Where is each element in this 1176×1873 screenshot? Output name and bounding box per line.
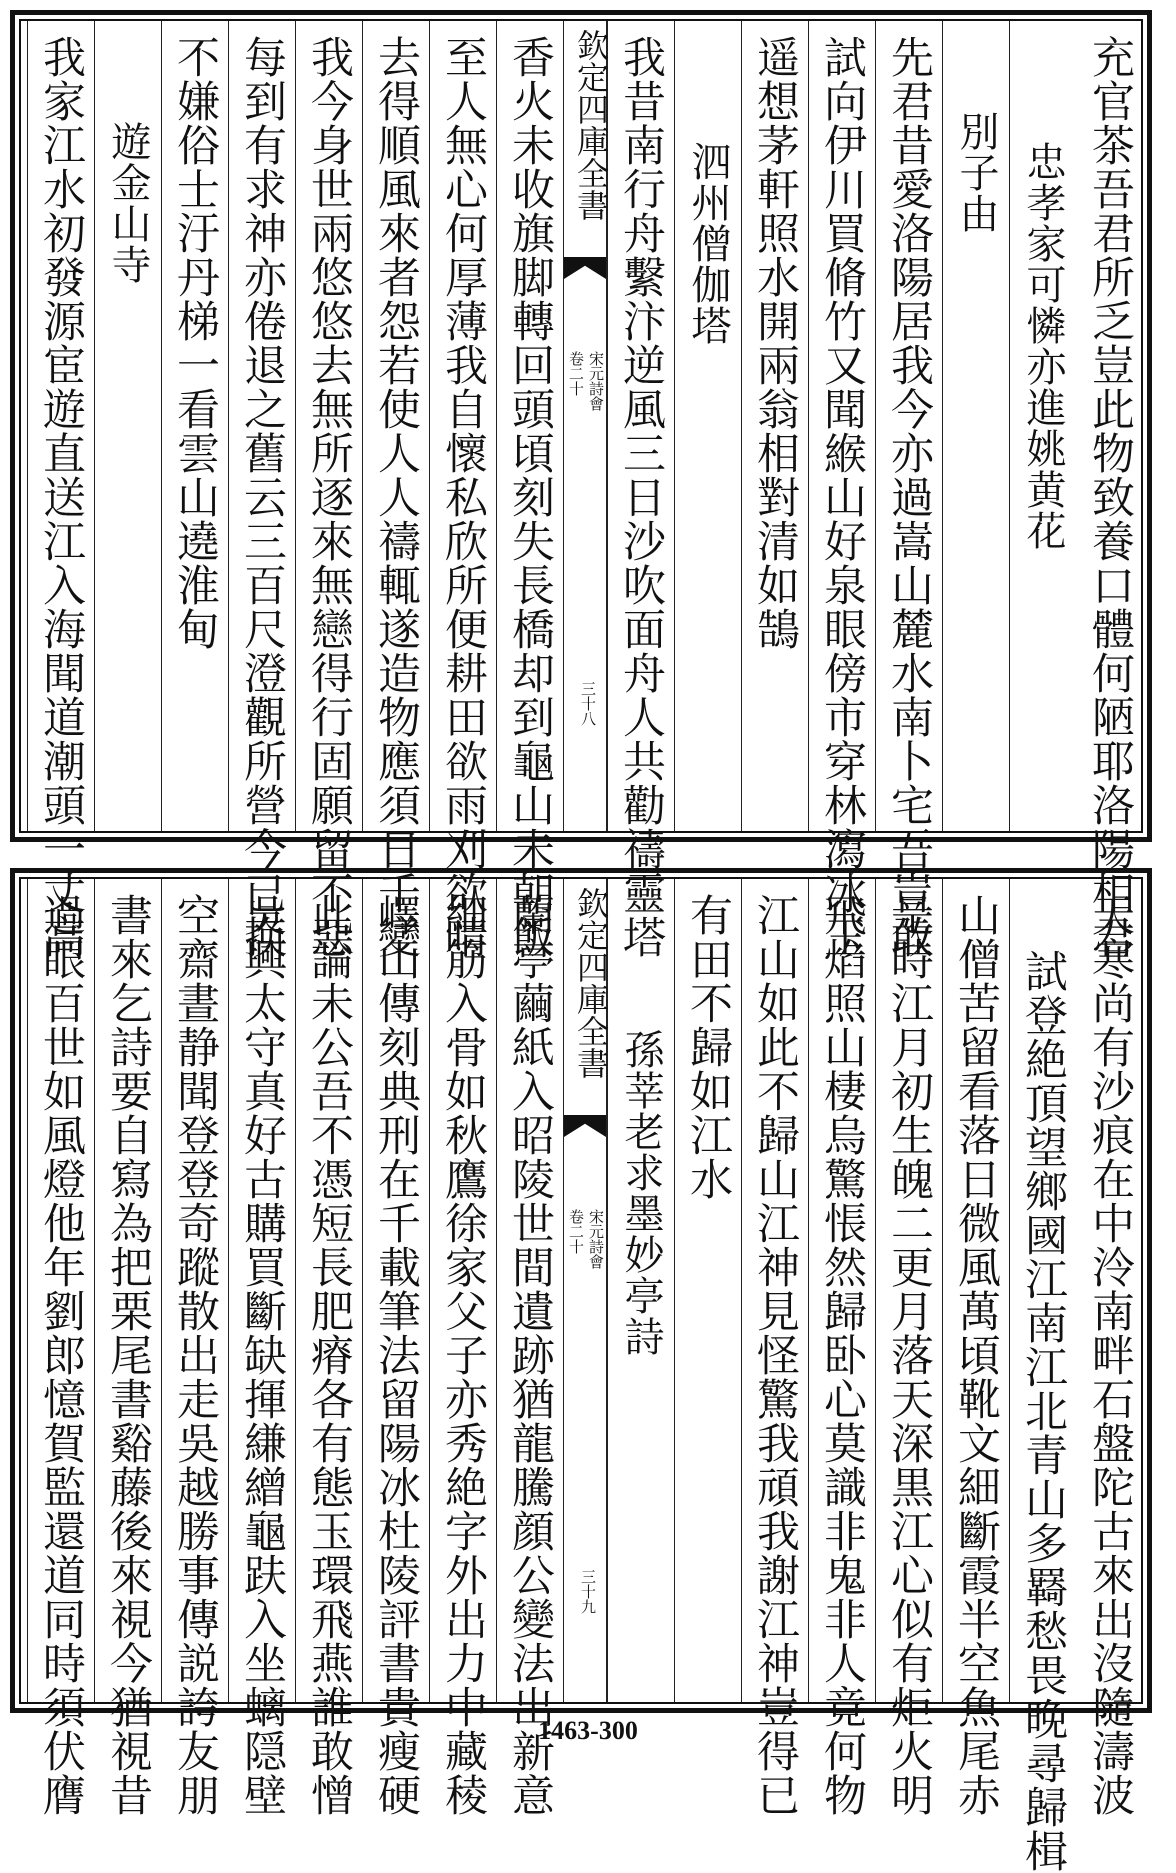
column-text: 至人無心何厚薄我自懷私欣所便耕田欲雨刈欲晴 (438, 35, 488, 959)
column-text: 我昔南行舟繫汴逆風三日沙吹面舟人共勸禱靈塔 (616, 35, 666, 959)
column-text: 吳興太守真好古購買斷缺揮縑繒龜趺入坐螭隠壁 (237, 893, 287, 1817)
column-text: 充官茶吾君所乏豈此物致養口體何陋耶洛陽相君 (1085, 35, 1135, 959)
poem-title: 孫莘老求墨妙亭詩 (618, 1029, 664, 1357)
column-text: 香火未收旗脚轉回頭頃刻失長橋却到龜山未朝飯 (505, 35, 555, 959)
text-column (496, 21, 563, 959)
center-volume: 卷二十 (567, 351, 585, 396)
column-text: 我今身世兩悠悠去無所逐來無戀得行固願留不惡 (304, 35, 354, 959)
column-text: 遥想茅軒照水開兩翁相對清如鵠 (750, 35, 800, 651)
column-text: 細筋入骨如秋鷹徐家父子亦秀絶字外出力中藏稜 (438, 893, 488, 1817)
column-text: 蘭亭繭紙入昭陵世間遺跡猶龍騰顔公變法出新意 (505, 893, 555, 1817)
text-column (607, 879, 674, 1702)
text-column (362, 21, 429, 959)
text-column (496, 879, 563, 1817)
text-column (1076, 21, 1143, 959)
column-text: 每到有求神亦倦退之舊云三百尺澄觀所營今已换 (237, 35, 287, 959)
text-column (942, 879, 1009, 1817)
top-page-frame (19, 19, 1143, 959)
top-page (10, 10, 1152, 959)
center-volume: 卷二十 (567, 1209, 585, 1254)
poem-title: 遊金山寺 (105, 121, 151, 285)
center-page-number: 三十八 (579, 681, 597, 726)
text-column (741, 879, 808, 1817)
text-column (741, 21, 808, 831)
center-page-number: 三十九 (579, 1569, 597, 1614)
center-title: 欽定四庫全書 (572, 29, 610, 221)
column-text: 我家江水初發源宦遊直送江入海聞道潮頭一丈高 (36, 35, 86, 959)
text-column (362, 879, 429, 1817)
column-text: 空齋晝静聞登登奇蹤散出走吳越勝事傳説誇友朋 (170, 893, 220, 1817)
text-column (942, 21, 1009, 831)
page-footer-number: 1463-300 (538, 1716, 638, 1745)
poem-title: 別子由 (953, 111, 999, 234)
center-title: 欽定四庫全書 (572, 887, 610, 1079)
text-column (295, 21, 362, 959)
text-column (674, 21, 741, 831)
column-text: 飛焰照山棲烏驚悵然歸卧心莫識非鬼非人竟何物 (817, 893, 867, 1817)
text-column (228, 879, 295, 1817)
column-text: 過眼百世如風燈他年劉郎憶賀監還道同時須伏膺 (36, 893, 86, 1817)
column-text: 忠孝家可憐亦進姚黄花 (1020, 141, 1066, 551)
column-text: 江山如此不歸山江神見怪驚我頑我謝江神豈得已 (750, 893, 800, 1817)
text-column (161, 21, 228, 831)
text-column (27, 21, 94, 959)
text-column (808, 879, 875, 1817)
text-column (607, 21, 674, 959)
text-column (808, 21, 875, 959)
column-text: 是時江月初生魄二更月落天深黒江心似有炬火明 (884, 893, 934, 1817)
column-text: 有田不歸如江水 (683, 893, 733, 1201)
center-book-name: 宋元詩會 (587, 1209, 605, 1269)
text-column (295, 879, 362, 1817)
fish-tail-mark (564, 1115, 606, 1137)
column-text: 山僧苦留看落日微風萬頃靴文細斷霞半空魚尾赤 (951, 893, 1001, 1817)
column-text: 書來乞詩要自寫為把栗尾書谿藤後來視今猶視昔 (103, 893, 153, 1817)
text-column (875, 879, 942, 1817)
column-text: 試登絶頂望鄉國江南江北青山多羇愁畏晚尋歸楫 (1018, 949, 1068, 1873)
column-text: 不嫌俗士汙丹梯一看雲山遶淮甸 (170, 35, 220, 651)
center-fold (563, 21, 610, 831)
center-fold (563, 879, 610, 1702)
column-text: 先君昔愛洛陽居我今亦過嵩山麓水南卜宅吾豈敢 (884, 35, 934, 959)
column-text: 去得順風來者怨若使人人禱輒遂造物應須日千變 (371, 35, 421, 959)
column-text: 嶧山傳刻典刑在千載筆法留陽冰杜陵評書貴瘦硬 (371, 893, 421, 1817)
text-column (1009, 879, 1076, 1873)
text-column (94, 879, 161, 1817)
text-column (161, 879, 228, 1817)
text-column (429, 879, 496, 1817)
center-book-name: 宋元詩會 (587, 351, 605, 411)
text-column (1009, 21, 1076, 831)
fish-tail-mark (564, 257, 606, 279)
text-column (94, 21, 161, 831)
column-text: 試向伊川買脩竹又聞緱山好泉眼傍市穿林瀉冰玉 (817, 35, 867, 959)
column-text: 天寒尚有沙痕在中泠南畔石盤陀古來出沒隨濤波 (1085, 893, 1135, 1817)
text-column (27, 879, 94, 1817)
text-column (875, 21, 942, 959)
text-column (228, 21, 295, 959)
text-column (1076, 879, 1143, 1817)
poem-title: 泗州僧伽塔 (685, 141, 731, 346)
text-column (674, 879, 741, 1702)
column-text: 此論未公吾不憑短長肥瘠各有態玉環飛燕誰敢憎 (304, 893, 354, 1817)
text-column (429, 21, 496, 959)
